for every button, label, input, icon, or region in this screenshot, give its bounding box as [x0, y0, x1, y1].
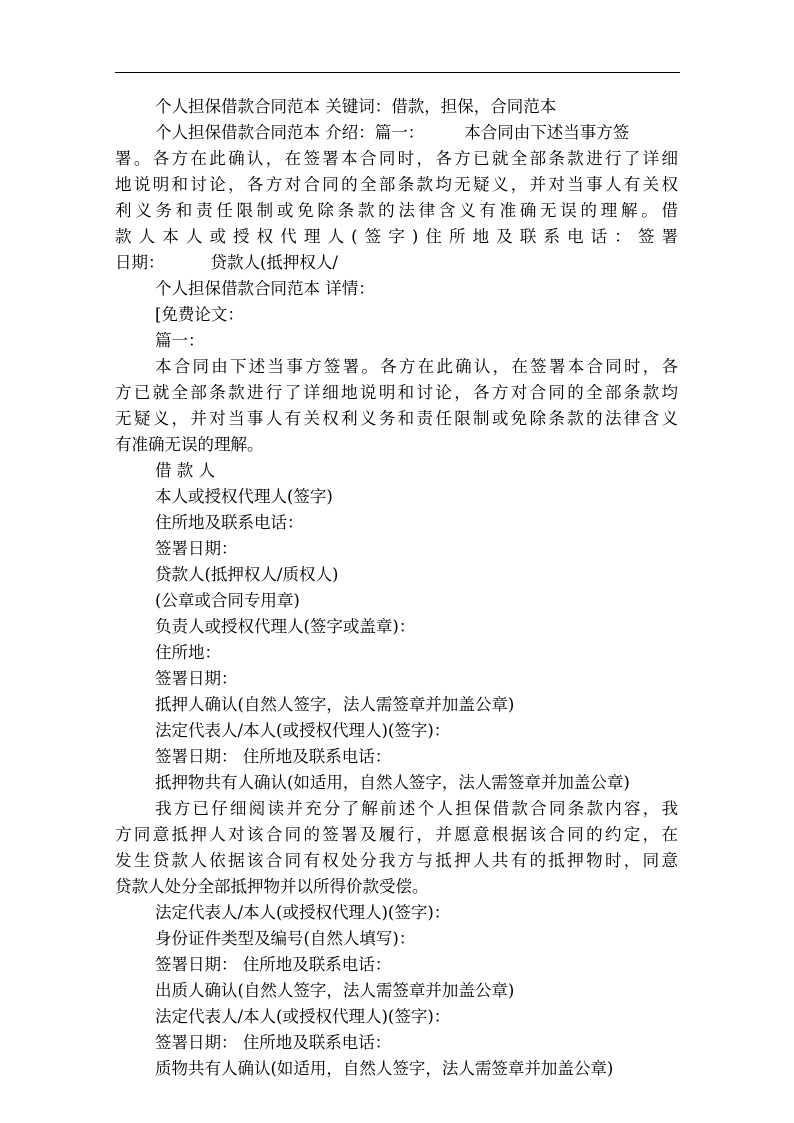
signature-line: 法定代表人/本人(或授权代理人)(签字)： — [155, 1007, 451, 1026]
paragraph-last-row: 有准确无误的理解。 — [115, 435, 264, 454]
section-heading: 篇一： — [155, 331, 205, 350]
keywords-line: 个人担保借款合同范本 关键词：借款，担保，合同范本 — [155, 97, 557, 116]
paragraph-row: 方已就全部条款进行了详细地说明和讨论，各方对合同的全部条款均 — [115, 383, 678, 402]
signature-line: 法定代表人/本人(或授权代理人)(签字)： — [155, 903, 451, 922]
summary-row-4-text: 利义务和责任限制或免除条款的法律含义有准确无误的理解。 — [115, 201, 662, 220]
signature-line: 住所地： — [155, 643, 221, 662]
header-rule — [115, 72, 680, 73]
summary-signer-label: 本人或授权代理人(签字) — [162, 227, 419, 246]
summary-date-label: 日期： — [115, 253, 165, 272]
summary-borrower-label: 款人 — [115, 227, 163, 246]
signature-line: 法定代表人/本人(或授权代理人)(签字)： — [155, 721, 451, 740]
signature-line: 借 款 人 — [155, 461, 215, 480]
document-body — [115, 94, 678, 1082]
summary-title-line — [115, 120, 678, 146]
paragraph-row: 本合同由下述当事方签署。各方在此确认，在签署本合同时，各 — [155, 357, 678, 376]
signature-line: 住所地及联系电话： — [155, 513, 304, 532]
signature-line: 抵押人确认(自然人签字，法人需签章并加盖公章) — [155, 695, 515, 714]
summary-address-label: 住所地及联系电话： — [418, 227, 638, 246]
signature-line: 贷款人(抵押权人/质权人) — [155, 565, 339, 584]
signature-line: (公章或合同专用章) — [155, 591, 300, 610]
signature-line: 签署日期： — [155, 539, 238, 558]
summary-row-5 — [115, 224, 678, 250]
consent-row: 发生贷款人依据该合同有权处分我方与抵押人共有的抵押物时，同意 — [115, 851, 678, 870]
summary-row-4 — [115, 198, 678, 224]
summary-row: 署。各方在此确认，在签署本合同时，各方已就全部条款进行了详细 — [115, 149, 678, 168]
signature-line: 身份证件类型及编号(自然人填写)： — [155, 929, 416, 948]
consent-row: 方同意抵押人对该合同的签署及履行，并愿意根据该合同的约定，在 — [115, 825, 678, 844]
consent-row: 我方已仔细阅读并充分了解前述个人担保借款合同条款内容，我 — [155, 799, 678, 818]
summary-sign-label: 签署 — [637, 227, 678, 246]
detail-title: 个人担保借款合同范本 详情： — [155, 279, 375, 298]
signature-line: 出质人确认(自然人签字，法人需签章并加盖公章) — [155, 981, 515, 1000]
signature-line: 负责人或授权代理人(签字或盖章)： — [155, 617, 416, 636]
summary-title: 个人担保借款合同范本 介绍：篇一： — [155, 123, 425, 142]
summary-lender-label: 贷款人(抵押权人/ — [210, 253, 338, 272]
paragraph-row: 无疑义，并对当事人有关权利义务和责任限制或免除条款的法律含义 — [115, 409, 678, 428]
summary-first: 本合同由下述当事方签 — [464, 123, 630, 142]
signature-line: 质物共有人确认(如适用，自然人签字，法人需签章并加盖公章) — [155, 1059, 614, 1078]
summary-row-6 — [115, 250, 678, 276]
consent-last-row: 贷款人处分全部抵押物并以所得价款受偿。 — [115, 877, 429, 896]
signature-line: 签署日期： 住所地及联系电话： — [155, 747, 392, 766]
signature-line: 本人或授权代理人(签字) — [155, 487, 333, 506]
free-paper-label: [免费论文： — [155, 305, 244, 324]
signature-line: 抵押物共有人确认(如适用，自然人签字，法人需签章并加盖公章) — [155, 773, 630, 792]
signature-line: 签署日期： 住所地及联系电话： — [155, 955, 392, 974]
signature-line: 签署日期： — [155, 669, 238, 688]
signature-line: 签署日期： 住所地及联系电话： — [155, 1033, 392, 1052]
summary-row-4-tail: 借 — [661, 201, 678, 220]
summary-row: 地说明和讨论，各方对合同的全部条款均无疑义，并对当事人有关权 — [115, 175, 678, 194]
